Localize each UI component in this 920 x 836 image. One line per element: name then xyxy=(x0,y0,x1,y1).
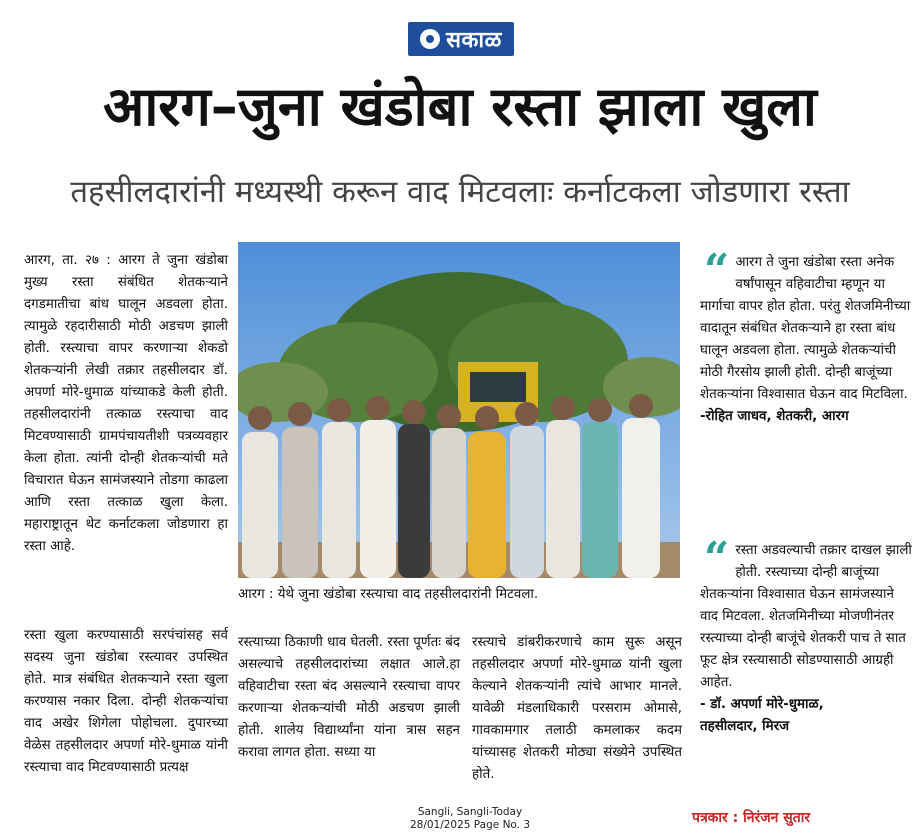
source-line-1: Sangli, Sangli-Today xyxy=(417,806,523,818)
quote-mark-icon: “ xyxy=(704,533,730,584)
article-column-1-part-1: आरग, ता. २७ : आरग ते जुना खंडोबा मुख्य रस्ता संबंधित शेतकऱ्याने दगडमातीचा बांध घालून अडवला होता. त्यामुळे रहदारीसाठी मोठी अडचण झाली होती. रस्त्याचा वापर करणाऱ्या शेकडो शेतकऱ्यांनी लेखी तक्रार तहसीलदार डॉ. अपर्णा मोरे-धुमाळ यांच्याकडे केली होती. तहसीलदारांनी तत्काळ रस्त्याचा वाद मिटवण्यासाठी ग्रामपंचायतीशी पत्रव्यवहार केला होता. त्यांनी दोन्ही शेतकऱ्यांची मते विचारात घेऊन सामंजस्याने तोडगा काढला आणि रस्ता तत्काळ खुला केला. महाराष्ट्रातून थेट कर्नाटकला जोडणारा हा रस्ता आहे. xyxy=(24,253,228,554)
quote-box-2 xyxy=(700,533,916,738)
article-column-1-part-2: रस्ता खुला करण्यासाठी सरपंचांसह सर्व सदस्य जुना खंडोबा रस्त्यावर उपस्थित होते. मात्र संबंधित शेतकऱ्याने रस्ता खुला करण्यास नकार दिला. दोन्ही शेतकऱ्यांचा वाद अखेर शिगेला पोहोचला. दुपारच्या वेळेस तहसीलदार अपर्णा मोरे-धुमाळ यांनी रस्त्याचा वाद मिटवण्यासाठी प्रत्यक्ष xyxy=(24,628,228,775)
logo-emblem-icon xyxy=(420,29,440,49)
photo-caption: आरग : येथे जुना खंडोबा रस्त्याचा वाद तहसीलदारांनी मिटवला. xyxy=(238,587,539,602)
source-line-2: 28/01/2025 Page No. 3 xyxy=(409,819,531,831)
reporter-credit: पत्रकार : निरंजन सुतार xyxy=(692,810,811,826)
quote-text: आरग ते जुना खंडोबा रस्ता अनेक वर्षांपासून वहिवाटीचा म्हणून या मार्गाचा वापर होत होता. परंतु शेतजमिनीच्या वादातून संबंधित शेतकऱ्याने हा रस्ता बांध घालून अडवला होता. त्यामुळे शेतकऱ्यांची मोठी गैरसोय झाली होती. दोन्ही बाजूंच्या शेतकऱ्यांना विश्वासात घेऊन वाद मिटविला. xyxy=(700,255,911,402)
news-photo xyxy=(238,242,680,578)
quote-box-1 xyxy=(700,245,916,428)
article-column-3: रस्त्याचे डांबरीकरणाचे काम सुरू असून तहसीलदार अपर्णा मोरे-धुमाळ यांनी खुला केल्याने शेतकऱ्यांनी त्यांचे आभार मानले. यावेळी मंडलाधिकारी परसराम ओमासे, गावकामगार तलाठी कमलाकर कदम यांच्यासह शेतकरी मोठ्या संख्येने उपस्थित होते. xyxy=(472,635,682,782)
source-info xyxy=(370,806,570,832)
quote-attribution-role: शेतकरी, आरग xyxy=(771,409,849,424)
quote-attribution-name: -रोहित जाधव, xyxy=(700,409,772,424)
subheadline: तहसीलदारांनी मध्यस्थी करून वाद मिटवलाः कर्नाटकला जोडणारा रस्ता xyxy=(70,174,850,210)
quote-text: रस्ता अडवल्याची तक्रार दाखल झाली होती. रस्त्याच्या दोन्ही बाजूंच्या शेतकऱ्यांना विश्वासात घेऊन सामंजस्याने वाद मिटवला. शेतजमिनीच्या मोजणीनंतर रस्त्याच्या दोन्ही बाजूंचे शेतकरी पाच ते सात फूट क्षेत्र रस्त्यासाठी सोडण्यासाठी आग्रही आहेत. xyxy=(700,543,912,690)
quote-attribution-name: - डॉ. अपर्णा मोरे-धुमाळ, xyxy=(700,697,824,712)
headline: आरग–जुना खंडोबा रस्ता झाला खुला xyxy=(103,75,817,138)
masthead-title: सकाळ xyxy=(446,28,502,53)
article-column-2: रस्त्याच्या ठिकाणी धाव घेतली. रस्ता पूर्णतः बंद असल्याचे तहसीलदारांच्या लक्षात आले.हा वहिवाटीचा रस्ता बंद असल्याने रस्त्याचा वापर करणाऱ्या शेतकऱ्यांची मोठी अडचण झाली होती. शालेय विद्यार्थ्यांना यांना त्रास सहन करावा लागत होता. सध्या या xyxy=(238,635,460,760)
quote-attribution-role: तहसीलदार, मिरज xyxy=(700,719,790,734)
quote-mark-icon: “ xyxy=(704,245,730,296)
masthead-logo xyxy=(408,22,514,56)
